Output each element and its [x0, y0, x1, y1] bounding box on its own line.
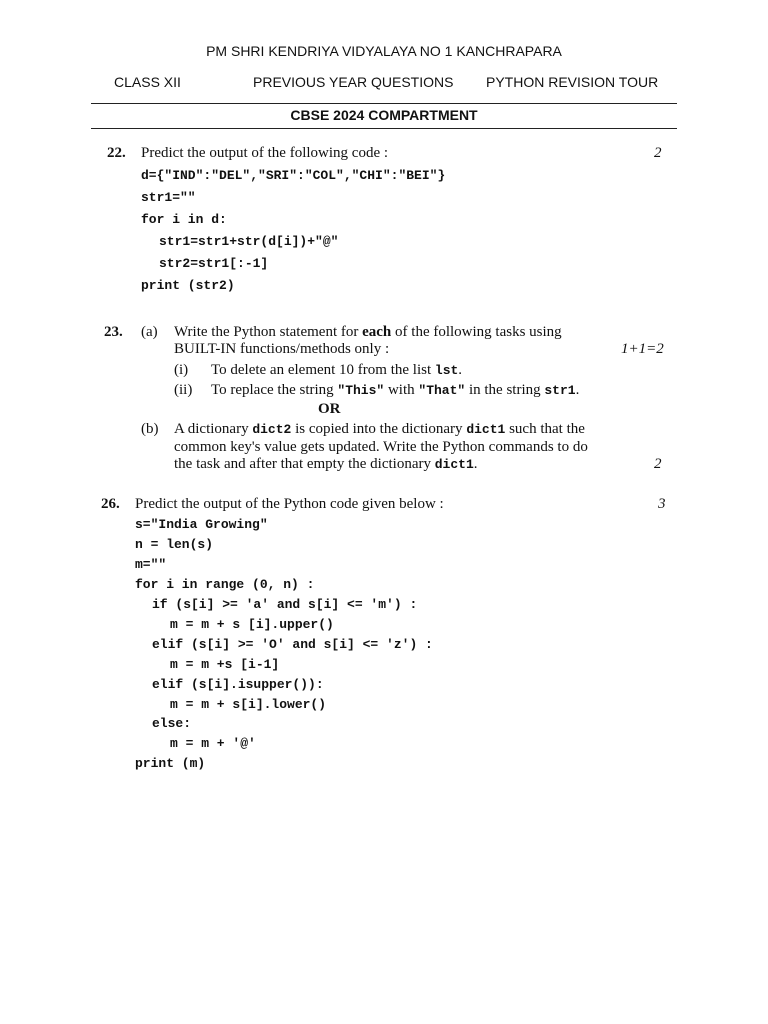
code-line: m = m +s [i-1]	[170, 657, 280, 672]
header-rule-bottom	[91, 128, 677, 129]
code-line: m=""	[135, 557, 167, 572]
code-line: elif (s[i].isupper()):	[152, 677, 324, 692]
code-line: n = len(s)	[135, 537, 214, 552]
q23-a-text: Write the Python statement for each of the following tasks using	[174, 324, 562, 340]
q23-a-text-line2: BUILT-IN functions/methods only :	[174, 341, 390, 357]
code-line: else:	[152, 716, 192, 731]
code-line: m = m + s[i].lower()	[170, 697, 327, 712]
q23-b-text: A dictionary dict2 is copied into the dictionary dict1 such that the	[174, 421, 585, 437]
class-label: CLASS XII	[114, 74, 181, 90]
code-line: str1=""	[141, 190, 196, 205]
code-line: str2=str1[:-1]	[159, 256, 269, 271]
section-title: CBSE 2024 COMPARTMENT	[290, 107, 478, 123]
q23-b-text-line2: common key's value gets updated. Write the Python commands to do	[174, 439, 588, 455]
code-line: d={"IND":"DEL","SRI":"COL","CHI":"BEI"}	[141, 168, 446, 183]
q23-i-label: (i)	[174, 362, 189, 378]
q26-text: Predict the output of the Python code given below :	[135, 496, 444, 512]
q22-text: Predict the output of the following code :	[141, 145, 389, 161]
school-name: PM SHRI KENDRIYA VIDYALAYA NO 1 KANCHRAPARA	[206, 43, 562, 59]
q23-b-text-line3: the task and after that empty the dictionary dict1.	[174, 456, 478, 472]
code-line: print (str2)	[141, 278, 235, 293]
q26-marks: 3	[658, 496, 666, 512]
code-line: for i in range (0, n) :	[135, 577, 315, 592]
code-line: str1=str1+str(d[i])+"@"	[159, 234, 339, 249]
q22-number: 22.	[107, 145, 126, 161]
q23-ii-text: To replace the string "This" with "That" in the string str1.	[211, 382, 580, 398]
code-line: m = m + '@'	[170, 736, 256, 751]
q23-ii-label: (ii)	[174, 382, 193, 398]
code-line: s="India Growing"	[135, 517, 268, 532]
or-separator: OR	[318, 401, 341, 417]
q23-i-text: To delete an element 10 from the list lst.	[211, 362, 463, 378]
code-line: if (s[i] >= 'a' and s[i] <= 'm') :	[152, 597, 418, 612]
code-line: m = m + s [i].upper()	[170, 617, 334, 632]
q23-a-marks: 1+1=2	[621, 341, 664, 357]
code-line: elif (s[i] >= 'O' and s[i] <= 'z') :	[152, 637, 433, 652]
q23-b-marks: 2	[654, 456, 662, 472]
code-line: print (m)	[135, 756, 206, 771]
q26-number: 26.	[101, 496, 120, 512]
q23-a-label: (a)	[141, 324, 158, 340]
subtitle: PREVIOUS YEAR QUESTIONS	[253, 74, 454, 90]
q23-b-label: (b)	[141, 421, 159, 437]
q22-marks: 2	[654, 145, 662, 161]
topic-label: PYTHON REVISION TOUR	[486, 74, 659, 90]
code-line: for i in d:	[141, 212, 227, 227]
header-rule-top	[91, 103, 677, 104]
q23-number: 23.	[104, 324, 123, 340]
